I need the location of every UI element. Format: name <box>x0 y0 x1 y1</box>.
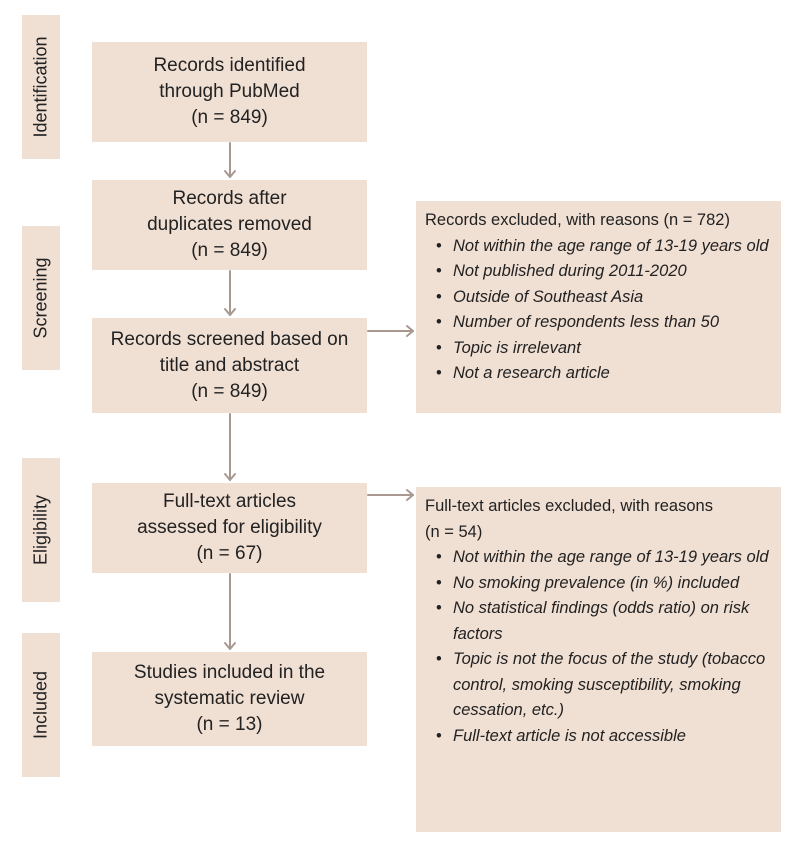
arrow-fulltext-to-included <box>225 574 235 649</box>
box-records-screened-line2: title and abstract <box>159 354 300 376</box>
phase-identification-label: Identification <box>30 36 51 138</box>
box-fulltext-assessed-line2: assessed for eligibility <box>137 517 322 538</box>
phase-screening-label: Screening <box>30 257 51 339</box>
box-records-identified-count: (n = 849) <box>191 107 268 128</box>
records-excluded-reason: • Topic is irrelevant <box>453 336 773 362</box>
box-records-identified-line2: through PubMed <box>159 81 300 102</box>
box-studies-included-count: (n = 13) <box>196 714 263 735</box>
box-studies-included-line1: Studies included in the <box>133 662 326 683</box>
records-excluded-reason: • Not a research article <box>453 361 773 387</box>
phase-eligibility-label: Eligibility <box>30 494 51 566</box>
box-records-identified-line1: Records identified <box>153 55 306 76</box>
arrow-fulltext-to-fulltext-excluded <box>368 490 413 500</box>
box-duplicates-removed-line1: Records after <box>172 188 287 209</box>
records-excluded-reason: • Number of respondents less than 50 <box>453 310 773 336</box>
records-excluded-reason: • Not published during 2011-2020 <box>453 259 773 285</box>
box-records-screened-count: (n = 849) <box>191 380 268 402</box>
arrow-screened-to-records-excluded <box>368 326 413 336</box>
fulltext-excluded-reason: • Full-text article is not accessible <box>453 724 773 750</box>
box-fulltext-assessed-count: (n = 67) <box>196 543 263 564</box>
box-records-screened-line1: Records screened based on <box>110 328 349 350</box>
fulltext-excluded-reason: • No smoking prevalence (in %) included <box>453 571 773 597</box>
records-excluded-reason: • Not within the age range of 13-19 years old <box>453 234 773 260</box>
fulltext-excluded-reason: • No statistical findings (odds ratio) on risk factors <box>453 596 773 647</box>
records-excluded-reason: • Outside of Southeast Asia <box>453 285 773 311</box>
fulltext-excluded-reason: • Topic is not the focus of the study (tobacco control, smoking susceptibility, smoking cessation, etc.) <box>453 647 773 724</box>
box-duplicates-removed-count: (n = 849) <box>191 240 268 261</box>
box-studies-included-line2: systematic review <box>154 688 305 709</box>
phase-included-label: Included <box>30 670 51 740</box>
records-excluded-heading: Records excluded, with reasons (n = 782) <box>425 211 730 229</box>
fulltext-excluded-heading: Full-text articles excluded, with reasons (n = 54) <box>425 497 713 541</box>
arrow-screened-to-fulltext <box>225 414 235 480</box>
arrow-identified-to-duplicates <box>225 143 235 177</box>
box-fulltext-assessed-line1: Full-text articles <box>162 491 297 512</box>
arrow-duplicates-to-screened <box>225 271 235 315</box>
box-duplicates-removed-line2: duplicates removed <box>147 214 312 235</box>
fulltext-excluded-reason: • Not within the age range of 13-19 years old <box>453 545 773 571</box>
